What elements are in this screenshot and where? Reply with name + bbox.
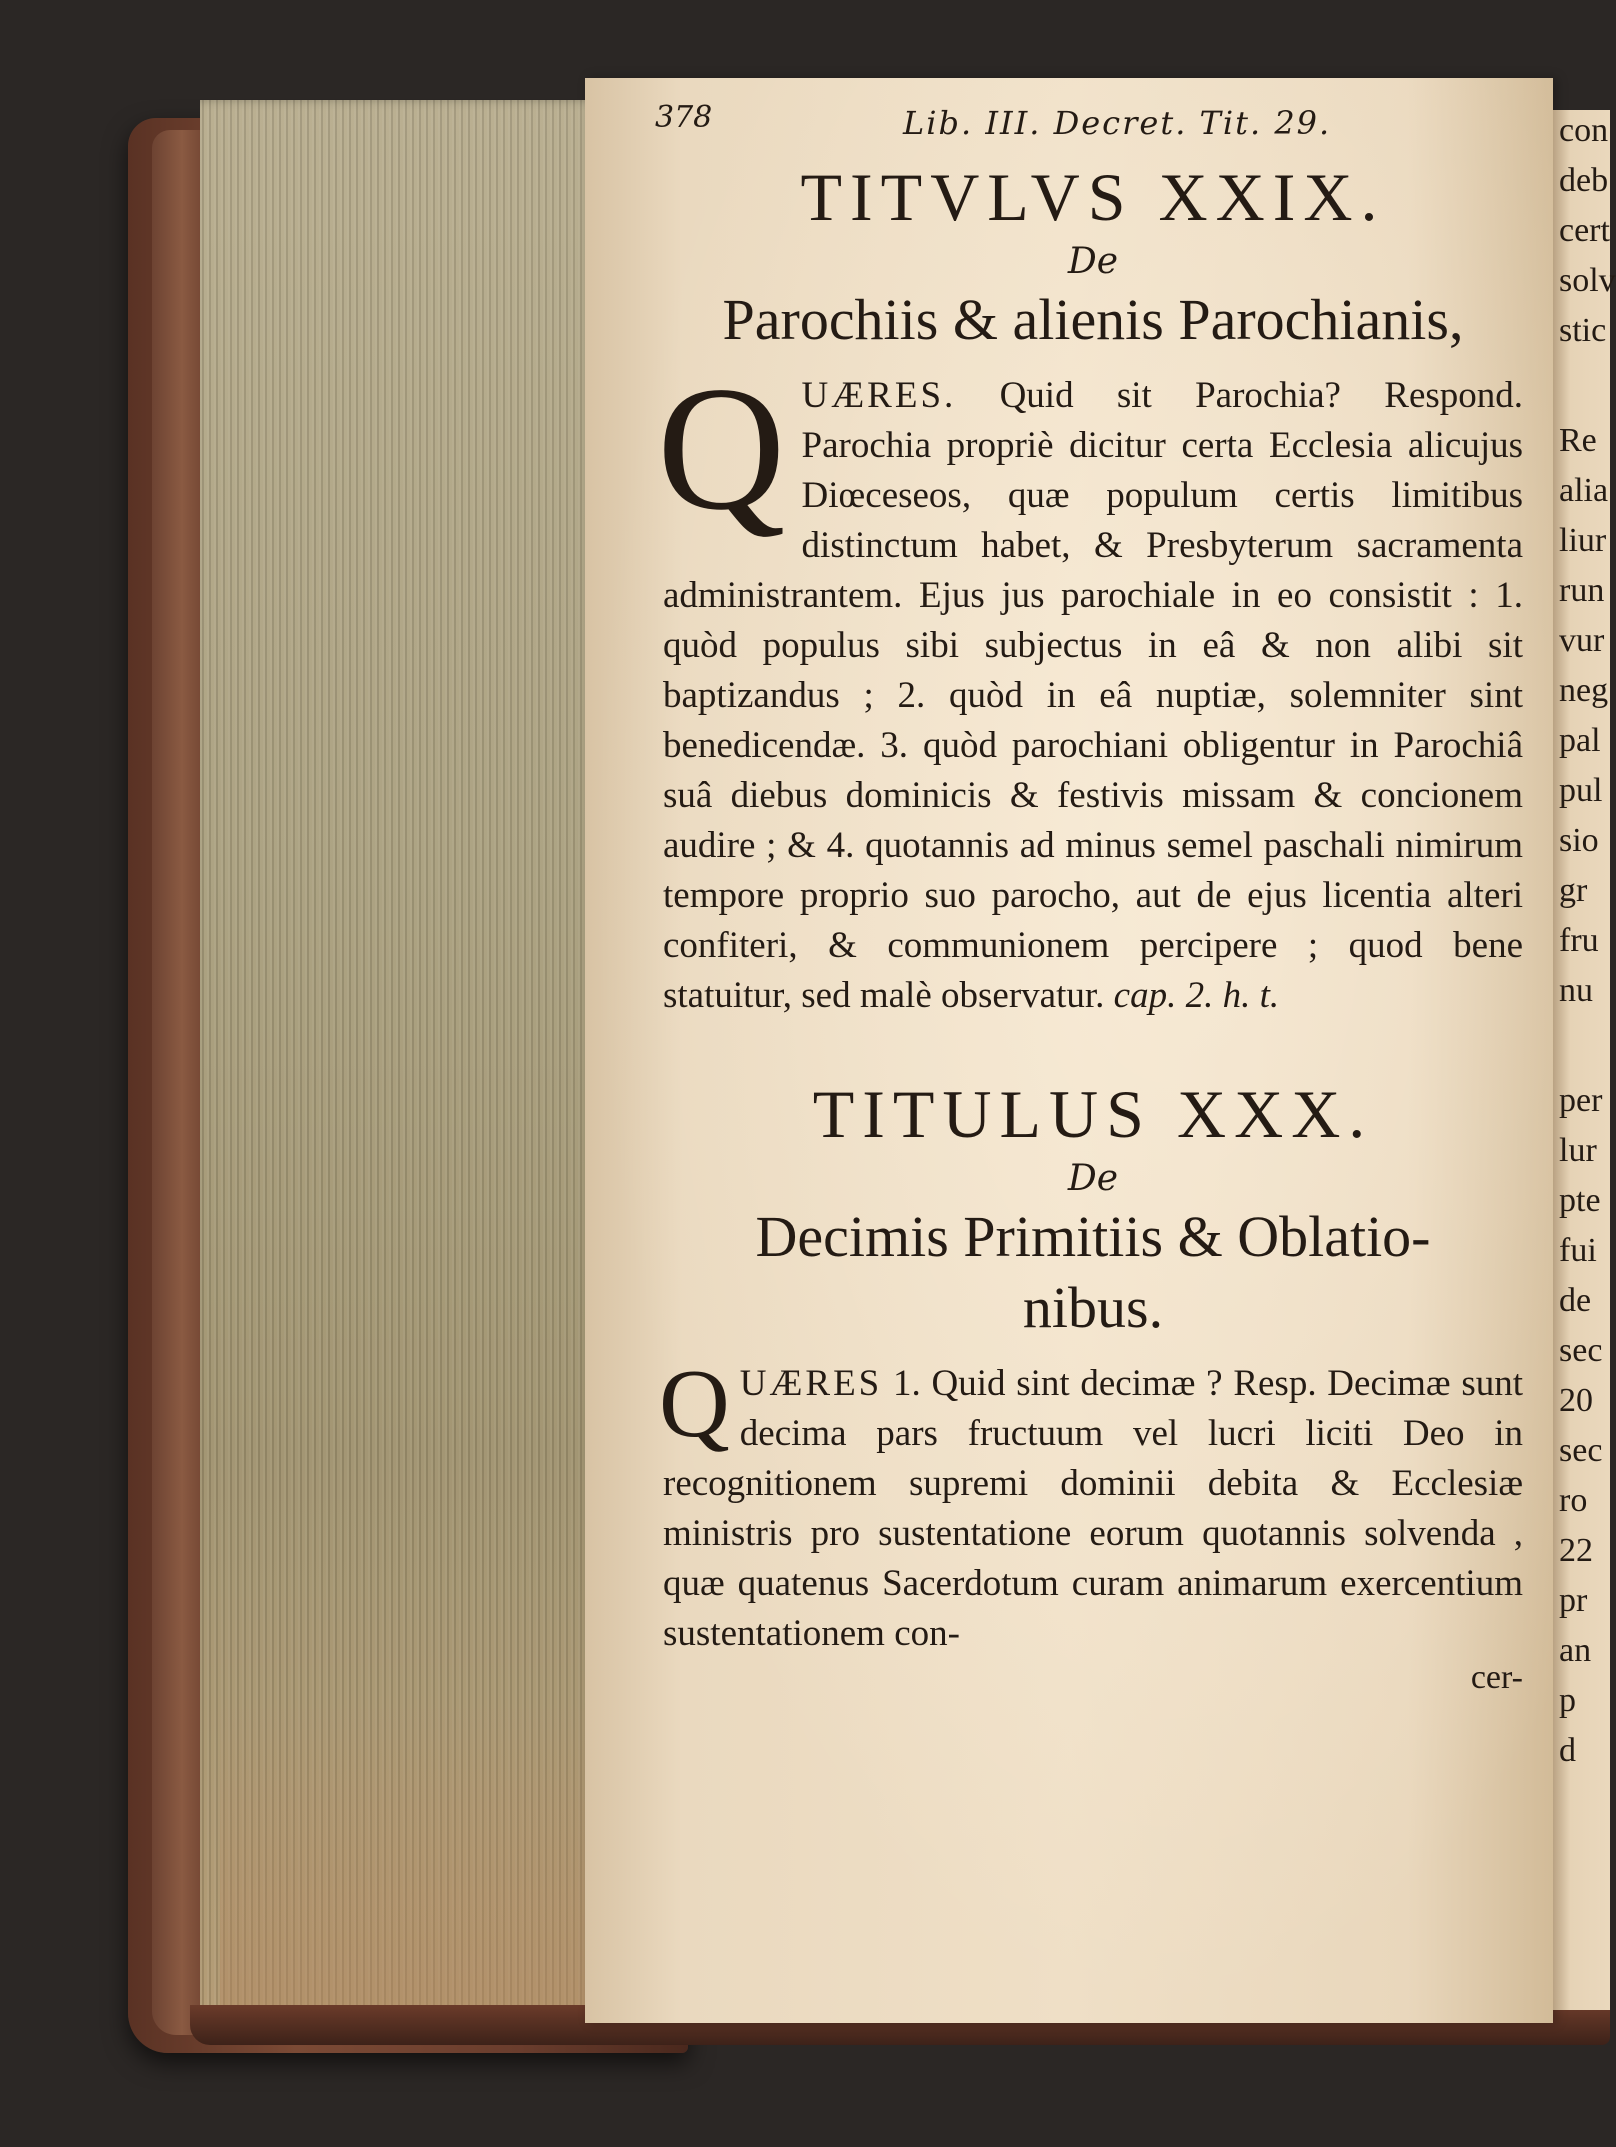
running-head-text: Lib. III. Decret. Tit. 29. [903,104,1332,142]
facing-line-fragment: fui [1559,1232,1597,1269]
facing-line-fragment: sio [1559,822,1599,859]
facing-line-fragment: Re [1559,422,1597,459]
main-page [585,78,1553,2023]
section-paragraph [657,349,1524,1021]
facing-line-fragment: deb [1559,162,1609,199]
paragraph-body: 1. Quid sint decimæ ? Resp. Decimæ sunt decima pars fructuum vel lucri liciti Deo in recognitionem supremi dominii debita & Ecclesiæ ministris pro sustentatione eorum quotannis solvenda , quæ quatenus Sacerdotum curam animarum exercentium sustentationem con- [663,1363,1524,1654]
facing-line-fragment: solv [1559,262,1616,299]
facing-line-fragment: 20 [1559,1382,1593,1419]
facing-line-fragment: alia [1559,472,1609,509]
paragraph-body: Quid sit Parochia? Respond. Parochia propriè dicitur certa Ecclesia alicujus Diœceseos, quæ populum certis limitibus distinctum habet, & Presbyterum sacramenta administrantem. Ejus jus parochiale in eo consistit : 1. quòd populus sibi subjectus in eâ & non alibi sit baptizandus ; 2. quòd in eâ nuptiæ, solemniter sint benedicendæ. 3. quòd parochiani obligentur in Parochiâ suâ diebus dominicis & festivis missam & concionem audire ; & 4. quotannis ad minus semel paschali nimirum tempore proprio suo parocho, aut de ejus licentia alteri confiteri, & communionem percipere ; quod bene statuitur, sed malè observatur. [663,375,1524,1016]
facing-line-fragment: 22 [1559,1532,1593,1569]
drop-capital: Q [657,349,786,547]
section-de: De [1067,1158,1119,1199]
page-number: 378 [655,100,713,135]
drop-capital: Q [659,1350,730,1458]
facing-line-fragment: run [1559,572,1605,609]
citation: cap. 2. h. t. [1113,975,1280,1016]
paragraph-lead: UÆRES [739,1363,883,1404]
section-titulus-30 [659,1075,1524,1697]
facing-line-fragment: liur [1559,522,1607,559]
facing-line-fragment: pul [1559,772,1603,809]
section-heading: TITULUS XXX. [812,1076,1374,1152]
facing-line-fragment: sec [1559,1332,1603,1369]
facing-line-fragment: con [1559,112,1609,149]
facing-line-fragment: an [1559,1632,1592,1669]
section-subtitle-line-2: nibus. [1022,1275,1164,1340]
facing-line-fragment: stic [1559,312,1607,349]
facing-line-fragment: p [1559,1682,1576,1719]
facing-line-fragment: ro [1559,1482,1588,1519]
page-block-stain [220,1700,640,2030]
facing-line-fragment: gr [1559,872,1588,909]
facing-page-strip [1553,110,1616,2010]
page-text-block [655,100,1524,1697]
facing-line-fragment: pte [1559,1182,1601,1219]
section-paragraph [659,1350,1524,1659]
facing-line-fragment: sec [1559,1432,1603,1469]
catchword: cer- [1470,1659,1523,1696]
facing-line-fragment: pal [1559,722,1601,759]
paragraph-lead: UÆRES. [801,375,957,416]
facing-line-fragment: nu [1559,972,1593,1009]
facing-line-fragment: per [1559,1082,1603,1119]
facing-line-fragment: pr [1559,1582,1588,1619]
section-subtitle: Parochiis & alienis Parochianis, [722,287,1464,352]
facing-line-fragment: vur [1559,622,1605,659]
section-heading: TITVLVS XXIX. [800,159,1386,235]
section-de: De [1067,241,1119,282]
section-subtitle-line-1: Decimis Primitiis & Oblatio- [755,1204,1431,1269]
facing-line-fragment: d [1559,1732,1576,1769]
section-titulus-29 [657,158,1524,1021]
running-head [655,100,1523,150]
facing-line-fragment: fru [1559,922,1599,959]
facing-line-fragment: cert [1559,212,1610,249]
facing-line-fragment: neg [1559,672,1609,709]
facing-line-fragment: de [1559,1282,1592,1319]
facing-line-fragment: lur [1559,1132,1597,1169]
